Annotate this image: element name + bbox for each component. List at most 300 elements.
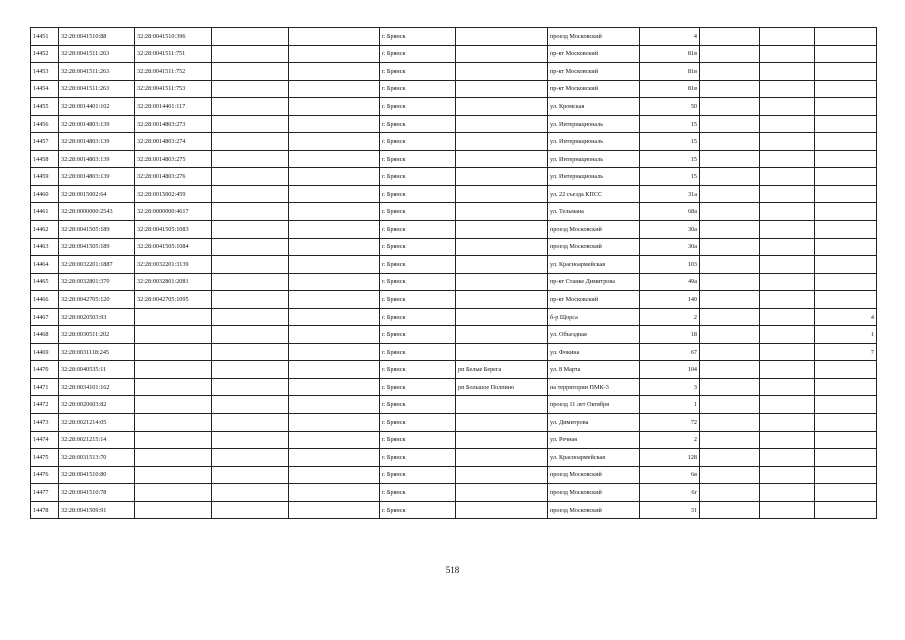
- table-cell: 128: [640, 449, 700, 467]
- table-cell: [289, 378, 380, 396]
- table-row: [31, 185, 877, 203]
- table-cell: [456, 238, 548, 256]
- table-cell: 32:28:0041510:80: [59, 466, 135, 484]
- table-cell: пр-кт Московский: [548, 291, 640, 309]
- table-cell: 7: [815, 343, 877, 361]
- table-cell: 32:28:0041511:263: [59, 63, 135, 81]
- table-cell: [212, 501, 289, 519]
- table-cell: [700, 361, 760, 379]
- table-cell: 32:28:0014401:117: [135, 98, 212, 116]
- table-cell: [212, 449, 289, 467]
- table-cell: 32:28:0000000:2543: [59, 203, 135, 221]
- table-cell: [456, 63, 548, 81]
- table-cell: [212, 168, 289, 186]
- table-row: [31, 150, 877, 168]
- table-cell: [212, 203, 289, 221]
- table-cell: [760, 203, 815, 221]
- table-cell: [456, 273, 548, 291]
- table-cell: [135, 431, 212, 449]
- table-cell: [815, 273, 877, 291]
- table-cell: [212, 98, 289, 116]
- table-cell: [456, 185, 548, 203]
- table-cell: 67: [640, 343, 700, 361]
- table-cell: 32:28:0021214:05: [59, 414, 135, 432]
- table-cell: 6в: [640, 466, 700, 484]
- table-cell: [815, 185, 877, 203]
- table-cell: рп Белые Берега: [456, 361, 548, 379]
- table-cell: 1: [815, 326, 877, 344]
- table-cell: г. Брянск: [380, 466, 456, 484]
- table-cell: 32:28:0034101:162: [59, 378, 135, 396]
- table-cell: проезд Московский: [548, 28, 640, 46]
- table-cell: г. Брянск: [380, 273, 456, 291]
- table-cell: 32:28:0014401:102: [59, 98, 135, 116]
- table-cell: [456, 45, 548, 63]
- table-cell: г. Брянск: [380, 308, 456, 326]
- table-cell: [700, 115, 760, 133]
- table-cell: [760, 221, 815, 239]
- table-cell: [456, 28, 548, 46]
- table-cell: 14476: [31, 466, 59, 484]
- table-cell: 32:28:0014803:139: [59, 133, 135, 151]
- table-cell: 32:28:0041510:396: [135, 28, 212, 46]
- table-cell: г. Брянск: [380, 80, 456, 98]
- table-cell: 30а: [640, 238, 700, 256]
- table-cell: 81в: [640, 80, 700, 98]
- address-table: [30, 27, 877, 519]
- table-row: [31, 396, 877, 414]
- table-cell: [760, 291, 815, 309]
- table-row: [31, 484, 877, 502]
- table-cell: [760, 115, 815, 133]
- table-cell: [700, 28, 760, 46]
- table-cell: 32:28:0020603:82: [59, 396, 135, 414]
- table-row: [31, 291, 877, 309]
- table-cell: 32:28:0015002:64: [59, 185, 135, 203]
- table-cell: [760, 396, 815, 414]
- table-cell: пр-кт Московский: [548, 63, 640, 81]
- table-cell: [760, 238, 815, 256]
- table-cell: [456, 308, 548, 326]
- table-row: [31, 343, 877, 361]
- table-cell: 72: [640, 414, 700, 432]
- table-cell: 14452: [31, 45, 59, 63]
- table-cell: г. Брянск: [380, 63, 456, 81]
- table-cell: 14475: [31, 449, 59, 467]
- table-cell: [456, 343, 548, 361]
- table-cell: 68а: [640, 203, 700, 221]
- table-cell: 32:28:0032801:2081: [135, 273, 212, 291]
- table-cell: [815, 98, 877, 116]
- table-cell: 32:28:0041510:88: [59, 28, 135, 46]
- table-cell: [760, 466, 815, 484]
- table-cell: 3: [640, 378, 700, 396]
- table-cell: [760, 308, 815, 326]
- table-cell: 32:28:0014803:276: [135, 168, 212, 186]
- table-cell: [289, 221, 380, 239]
- table-cell: [700, 133, 760, 151]
- table-cell: ул. Интернациональ: [548, 115, 640, 133]
- table-cell: ул. Интернациональ: [548, 150, 640, 168]
- table-cell: [135, 414, 212, 432]
- table-cell: [760, 63, 815, 81]
- table-row: [31, 361, 877, 379]
- table-cell: [760, 150, 815, 168]
- table-cell: [289, 133, 380, 151]
- table-cell: [289, 115, 380, 133]
- table-cell: [700, 203, 760, 221]
- table-cell: г. Брянск: [380, 343, 456, 361]
- table-cell: г. Брянск: [380, 414, 456, 432]
- table-cell: ул. Кромская: [548, 98, 640, 116]
- table-cell: [212, 414, 289, 432]
- table-row: [31, 378, 877, 396]
- table-cell: 32:28:0041505:189: [59, 221, 135, 239]
- table-cell: [760, 361, 815, 379]
- table-cell: 140: [640, 291, 700, 309]
- table-cell: пр-кт Московский: [548, 80, 640, 98]
- table-cell: [815, 396, 877, 414]
- table-cell: 14459: [31, 168, 59, 186]
- table-cell: [456, 133, 548, 151]
- table-cell: [289, 501, 380, 519]
- table-row: [31, 28, 877, 46]
- table-cell: [700, 98, 760, 116]
- table-cell: г. Брянск: [380, 378, 456, 396]
- table-cell: [212, 308, 289, 326]
- table-cell: [760, 431, 815, 449]
- table-cell: [289, 414, 380, 432]
- table-cell: [289, 98, 380, 116]
- table-cell: [135, 501, 212, 519]
- table-cell: [456, 115, 548, 133]
- table-cell: 32:28:0042705:120: [59, 291, 135, 309]
- table-cell: [289, 256, 380, 274]
- table-cell: 14456: [31, 115, 59, 133]
- table-cell: [815, 80, 877, 98]
- table-row: [31, 501, 877, 519]
- table-cell: г. Брянск: [380, 484, 456, 502]
- table-row: [31, 45, 877, 63]
- table-cell: ул. 8 Марта: [548, 361, 640, 379]
- table-cell: [135, 308, 212, 326]
- table-cell: 32:28:0031118:245: [59, 343, 135, 361]
- table-cell: г. Брянск: [380, 291, 456, 309]
- table-cell: [815, 150, 877, 168]
- table-cell: 14453: [31, 63, 59, 81]
- table-cell: 14458: [31, 150, 59, 168]
- table-cell: 14471: [31, 378, 59, 396]
- table-cell: 32:28:0030511:202: [59, 326, 135, 344]
- table-cell: [289, 150, 380, 168]
- table-cell: [212, 343, 289, 361]
- table-cell: [212, 396, 289, 414]
- table-cell: г. Брянск: [380, 203, 456, 221]
- table-cell: [289, 63, 380, 81]
- table-cell: [760, 414, 815, 432]
- table-cell: проезд Московский: [548, 501, 640, 519]
- table-cell: [212, 221, 289, 239]
- table-cell: г. Брянск: [380, 168, 456, 186]
- table-cell: [212, 466, 289, 484]
- table-cell: 2: [640, 308, 700, 326]
- table-cell: г. Брянск: [380, 361, 456, 379]
- table-cell: г. Брянск: [380, 185, 456, 203]
- table-cell: 15: [640, 168, 700, 186]
- table-cell: 81в: [640, 45, 700, 63]
- table-cell: 15: [640, 115, 700, 133]
- table-cell: ул. Фокина: [548, 343, 640, 361]
- table-cell: [700, 484, 760, 502]
- table-cell: 32:28:0041505:189: [59, 238, 135, 256]
- table-cell: [700, 414, 760, 432]
- table-cell: 32:28:0014803:275: [135, 150, 212, 168]
- table-cell: [212, 361, 289, 379]
- table-cell: 14474: [31, 431, 59, 449]
- table-cell: [456, 203, 548, 221]
- table-cell: [760, 501, 815, 519]
- table-cell: [700, 449, 760, 467]
- table-cell: [456, 396, 548, 414]
- table-cell: [760, 45, 815, 63]
- table-cell: [456, 326, 548, 344]
- table-cell: [456, 168, 548, 186]
- table-cell: [135, 361, 212, 379]
- table-cell: ул. Тельмана: [548, 203, 640, 221]
- table-cell: 32:28:0021215:14: [59, 431, 135, 449]
- table-cell: 32:28:0041511:263: [59, 45, 135, 63]
- table-cell: 32:28:0041505:1083: [135, 221, 212, 239]
- table-cell: [760, 378, 815, 396]
- table-cell: 32:28:0041511:751: [135, 45, 212, 63]
- table-cell: г. Брянск: [380, 501, 456, 519]
- table-cell: 32:28:0041511:752: [135, 63, 212, 81]
- table-cell: 32:28:0032201:3139: [135, 256, 212, 274]
- table-cell: [135, 326, 212, 344]
- table-cell: [212, 256, 289, 274]
- table-cell: 32:28:0041511:753: [135, 80, 212, 98]
- table-cell: 2: [640, 431, 700, 449]
- table-cell: [135, 466, 212, 484]
- table-cell: [212, 291, 289, 309]
- table-cell: г. Брянск: [380, 326, 456, 344]
- table-cell: 14473: [31, 414, 59, 432]
- table-cell: [135, 396, 212, 414]
- table-cell: ул. 22 съезда КПСС: [548, 185, 640, 203]
- table-cell: 4: [815, 308, 877, 326]
- table-cell: [700, 431, 760, 449]
- table-cell: 32:28:0015002:459: [135, 185, 212, 203]
- table-cell: [456, 98, 548, 116]
- table-cell: 6г: [640, 484, 700, 502]
- table-row: [31, 326, 877, 344]
- table-row: [31, 168, 877, 186]
- table-cell: пр-кт Станке Димитрова: [548, 273, 640, 291]
- table-cell: г. Брянск: [380, 45, 456, 63]
- table-cell: 32:28:0041509:91: [59, 501, 135, 519]
- table-cell: 14469: [31, 343, 59, 361]
- table-cell: [289, 396, 380, 414]
- table-cell: [212, 431, 289, 449]
- table-cell: [760, 28, 815, 46]
- table-cell: ул. Интернациональ: [548, 168, 640, 186]
- table-cell: [760, 256, 815, 274]
- table-cell: [212, 45, 289, 63]
- table-cell: г. Брянск: [380, 431, 456, 449]
- table-cell: [815, 45, 877, 63]
- table-row: [31, 256, 877, 274]
- table-cell: [135, 449, 212, 467]
- table-cell: 103: [640, 256, 700, 274]
- table-cell: [760, 133, 815, 151]
- table-cell: [212, 185, 289, 203]
- table-cell: проезд 11 лет Октября: [548, 396, 640, 414]
- table-cell: [212, 273, 289, 291]
- table-cell: 50: [640, 98, 700, 116]
- table-cell: [760, 326, 815, 344]
- table-cell: 14463: [31, 238, 59, 256]
- table-cell: [700, 291, 760, 309]
- table-cell: [289, 291, 380, 309]
- table-cell: г. Брянск: [380, 449, 456, 467]
- table-cell: 14465: [31, 273, 59, 291]
- table-cell: [456, 501, 548, 519]
- table-cell: [289, 431, 380, 449]
- table-cell: 14464: [31, 256, 59, 274]
- table-cell: [289, 168, 380, 186]
- table-cell: [456, 449, 548, 467]
- table-cell: б-р Щорса: [548, 308, 640, 326]
- table-cell: пр-кт Московский: [548, 45, 640, 63]
- table-cell: 31а: [640, 185, 700, 203]
- table-row: [31, 115, 877, 133]
- table-cell: 30а: [640, 221, 700, 239]
- table-cell: 32:28:0014803:139: [59, 115, 135, 133]
- table-cell: [815, 501, 877, 519]
- table-cell: 32:28:0014803:139: [59, 168, 135, 186]
- table-cell: [760, 80, 815, 98]
- table-cell: 32:28:0042705:1095: [135, 291, 212, 309]
- table-cell: [289, 28, 380, 46]
- table-cell: на территории ПМК-3: [548, 378, 640, 396]
- table-cell: [700, 343, 760, 361]
- table-cell: [212, 238, 289, 256]
- table-cell: [135, 484, 212, 502]
- table-cell: г. Брянск: [380, 98, 456, 116]
- table-cell: [815, 449, 877, 467]
- table-cell: 81в: [640, 63, 700, 81]
- table-cell: 14460: [31, 185, 59, 203]
- table-cell: [212, 80, 289, 98]
- table-cell: [700, 150, 760, 168]
- table-cell: [289, 361, 380, 379]
- table-cell: [700, 378, 760, 396]
- table-cell: [760, 273, 815, 291]
- table-cell: [289, 273, 380, 291]
- table-cell: [456, 414, 548, 432]
- table-cell: 14470: [31, 361, 59, 379]
- table-cell: 14454: [31, 80, 59, 98]
- table-cell: 31: [640, 501, 700, 519]
- table-row: [31, 203, 877, 221]
- table-cell: ул. Речная: [548, 431, 640, 449]
- table-cell: 15: [640, 133, 700, 151]
- table-cell: [815, 63, 877, 81]
- table-cell: 32:28:0000000:4617: [135, 203, 212, 221]
- table-cell: [815, 256, 877, 274]
- table-row: [31, 133, 877, 151]
- table-cell: [700, 168, 760, 186]
- table-cell: [700, 185, 760, 203]
- table-cell: [212, 484, 289, 502]
- table-cell: 14451: [31, 28, 59, 46]
- table-cell: [815, 291, 877, 309]
- table-cell: [212, 326, 289, 344]
- table-cell: [815, 203, 877, 221]
- table-cell: 32:28:0041510:78: [59, 484, 135, 502]
- table-cell: [815, 466, 877, 484]
- table-cell: [135, 378, 212, 396]
- table-cell: ул. Объездная: [548, 326, 640, 344]
- table-cell: 14457: [31, 133, 59, 151]
- table-cell: [700, 501, 760, 519]
- table-cell: [815, 238, 877, 256]
- table-cell: [815, 133, 877, 151]
- table-cell: г. Брянск: [380, 28, 456, 46]
- table-cell: рп Большое Полпино: [456, 378, 548, 396]
- table-cell: [289, 185, 380, 203]
- table-cell: 32:28:0014803:273: [135, 115, 212, 133]
- table-row: [31, 466, 877, 484]
- table-cell: [700, 308, 760, 326]
- table-cell: [289, 449, 380, 467]
- table-cell: 14462: [31, 221, 59, 239]
- table-cell: 1: [640, 396, 700, 414]
- table-cell: [760, 98, 815, 116]
- table-row: [31, 98, 877, 116]
- table-cell: 104: [640, 361, 700, 379]
- table-cell: [212, 378, 289, 396]
- table-cell: [760, 343, 815, 361]
- table-row: [31, 414, 877, 432]
- table-cell: 32:28:0020503:93: [59, 308, 135, 326]
- table-cell: [760, 484, 815, 502]
- table-cell: [815, 431, 877, 449]
- table-cell: [212, 150, 289, 168]
- table-row: [31, 221, 877, 239]
- table-cell: 15: [640, 150, 700, 168]
- table-cell: проезд Московский: [548, 484, 640, 502]
- table-cell: [456, 80, 548, 98]
- table-cell: [700, 256, 760, 274]
- table-cell: [212, 133, 289, 151]
- table-cell: [289, 326, 380, 344]
- table-cell: 32:28:0031513:70: [59, 449, 135, 467]
- table-cell: [700, 80, 760, 98]
- table-cell: 14478: [31, 501, 59, 519]
- table-cell: [456, 484, 548, 502]
- table-cell: [815, 115, 877, 133]
- table-cell: 14455: [31, 98, 59, 116]
- table-cell: 32:28:0040535:11: [59, 361, 135, 379]
- table-cell: [815, 484, 877, 502]
- table-cell: [815, 414, 877, 432]
- table-cell: [760, 449, 815, 467]
- table-cell: 32:28:0032801:370: [59, 273, 135, 291]
- table-cell: 32:28:0014803:139: [59, 150, 135, 168]
- table-cell: ул. Интернациональ: [548, 133, 640, 151]
- table-cell: [700, 45, 760, 63]
